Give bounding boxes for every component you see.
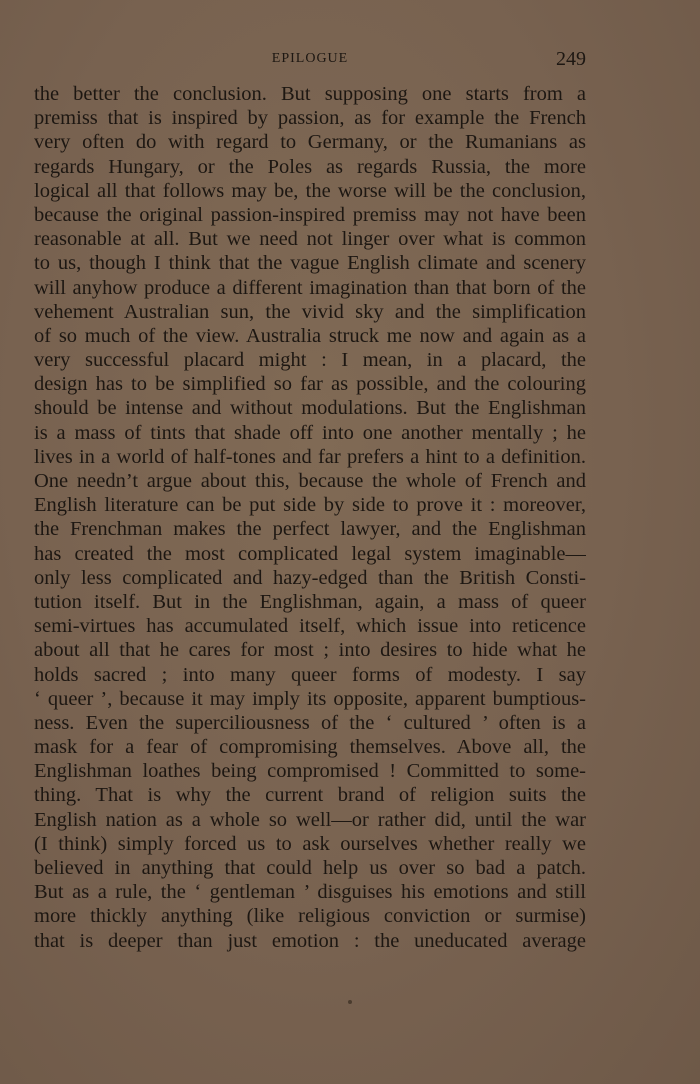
text-line: logical all that follows may be, the worse will be the conclusion, <box>34 179 586 202</box>
text-line: holds sacred ; into many queer forms of modesty. I say <box>34 663 586 686</box>
page-dot-mark <box>348 1000 352 1004</box>
text-line: ness. Even the superciliousness of the ‘ cultured ’ often is a <box>34 711 586 734</box>
text-line: of so much of the view. Australia struck me now and again as a <box>34 324 586 347</box>
text-line: thing. That is why the current brand of religion suits the <box>34 784 586 807</box>
running-title: EPILOGUE <box>271 51 349 66</box>
text-line: One needn’t argue about this, because the whole of French and <box>34 470 586 492</box>
text-line: very often do with regard to Germany, or the Rumanians as <box>34 131 586 154</box>
text-line: about all that he cares for most ; into desires to hide what he <box>34 639 586 662</box>
text-line: the Frenchman makes the perfect lawyer, and the Englishman <box>34 518 586 541</box>
page-number: 249 <box>556 48 586 70</box>
text-line: Englishman loathes being compromised ! Committed to some- <box>34 760 586 783</box>
text-line: semi-virtues has accumulated itself, which issue into reticence <box>34 615 586 638</box>
text-line: vehement Australian sun, the vivid sky and the simplification <box>34 300 586 323</box>
text-line: tution itself. But in the Englishman, again, a mass of queer <box>34 590 586 613</box>
text-line: to us, though I think that the vague English climate and scenery <box>34 252 586 275</box>
text-line: because the original passion-inspired premiss may not have been <box>34 203 586 226</box>
text-line: regards Hungary, or the Poles as regards Russia, the more <box>34 155 586 178</box>
text-line: is a mass of tints that shade off into one another mentally ; he <box>34 421 586 444</box>
body-text <box>34 82 586 953</box>
text-line: English nation as a whole so well—or rather did, until the war <box>34 808 586 831</box>
text-line: only less complicated and hazy-edged than the British Consti- <box>34 566 586 589</box>
running-head <box>34 48 586 70</box>
text-line: will anyhow produce a different imagination than that born of the <box>34 276 586 299</box>
text-line: very successful placard might : I mean, in a placard, the <box>34 349 586 372</box>
text-line: design has to be simplified so far as possible, and the colouring <box>34 373 586 396</box>
text-line: reasonable at all. But we need not linger over what is common <box>34 228 586 251</box>
text-line: lives in a world of half-tones and far prefers a hint to a definition. <box>34 445 586 468</box>
text-line: ‘ queer ’, because it may imply its opposite, apparent bumptious- <box>34 687 586 710</box>
text-line: should be intense and without modulations. But the Englishman <box>34 397 586 420</box>
text-line: But as a rule, the ‘ gentleman ’ disguises his emotions and still <box>34 881 586 904</box>
text-line: has created the most complicated legal system imaginable— <box>34 542 586 565</box>
text-line: the better the conclusion. But supposing one starts from a <box>34 83 586 105</box>
text-line: (I think) simply forced us to ask ourselves whether really we <box>34 832 586 855</box>
text-line: premiss that is inspired by passion, as for example the French <box>34 107 586 130</box>
text-line: believed in anything that could help us over so bad a patch. <box>34 857 586 879</box>
text-line: that is deeper than just emotion : the uneducated average <box>34 929 586 952</box>
text-line: more thickly anything (like religious conviction or surmise) <box>34 905 586 928</box>
text-line: English literature can be put side by side to prove it : moreover, <box>34 494 586 517</box>
text-line: mask for a fear of compromising themselves. Above all, the <box>34 736 586 759</box>
